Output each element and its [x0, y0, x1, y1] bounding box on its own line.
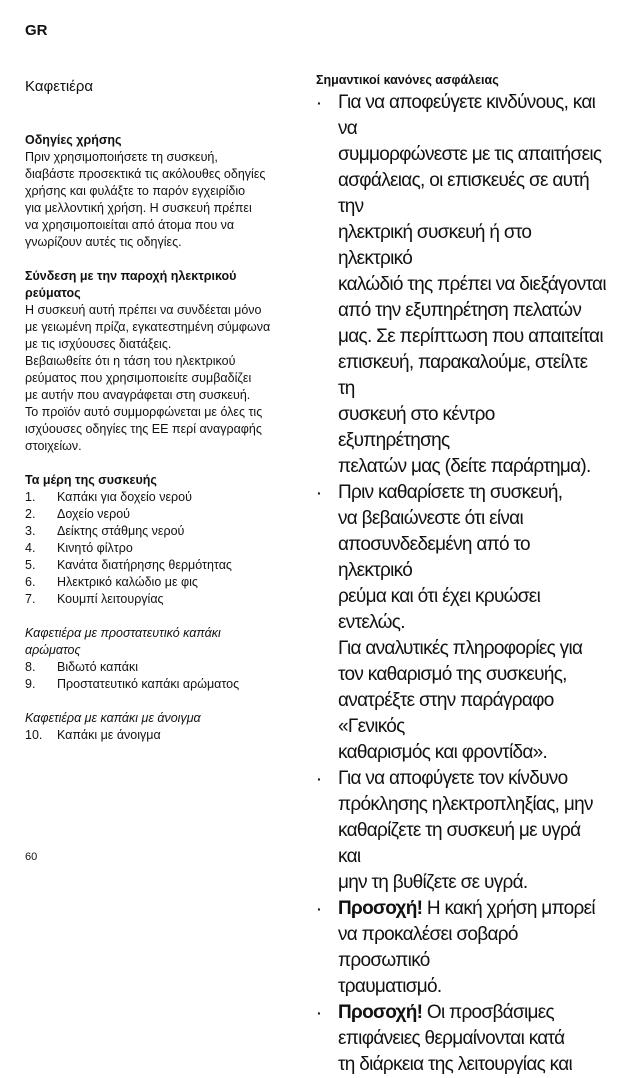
opening-section	[25, 710, 297, 744]
rule-text: να προκαλέσει σοβαρό προσωπικό	[338, 924, 518, 971]
bullet-icon: ·	[317, 771, 321, 787]
item-number: 4.	[25, 541, 36, 555]
text-line: με γειωμένη πρίζα, εγκατεστημένη σύμφωνα	[25, 320, 271, 334]
item-label: Δοχείο νερού	[57, 507, 131, 521]
text-line: στοιχείων.	[25, 439, 82, 453]
rule-text: ρεύμα και ότι έχει κρυώσει εντελώς.	[338, 586, 541, 633]
list-item	[25, 574, 297, 591]
list-item	[25, 659, 297, 676]
item-number: 3.	[25, 524, 36, 538]
rule-line	[338, 818, 606, 870]
parts-section	[25, 472, 297, 608]
power-text	[25, 302, 297, 455]
item-label: Καπάκι με άνοιγμα	[57, 728, 161, 742]
item-label: Προστατευτικό καπάκι αρώματος	[57, 677, 240, 691]
text-line: χρήσης και φυλάξτε το παρόν εγχειρίδιο	[25, 184, 246, 198]
aroma-heading	[25, 625, 297, 659]
item-label: Ηλεκτρικό καλώδιο με φις	[57, 575, 198, 589]
item-label: Κουμπί λειτουργίας	[57, 592, 164, 606]
rule-text: καλώδιό της πρέπει να διεξάγονται	[338, 274, 606, 295]
rule-line	[338, 636, 606, 662]
item-number: 9.	[25, 677, 36, 691]
page-number: 60	[25, 851, 38, 863]
rule-text: Για να αποφύγετε τον κίνδυνο	[338, 768, 568, 789]
aroma-parts-list	[25, 659, 297, 693]
rule-text: συμμορφώνεστε με τις απαιτήσεις	[338, 144, 602, 165]
safety-rule	[316, 90, 606, 480]
safety-heading: Σημαντικοί κανόνες ασφάλειας	[316, 73, 499, 87]
rule-line	[338, 220, 606, 272]
instructions-heading: Οδηγίες χρήσης	[25, 133, 122, 147]
safety-rule	[316, 896, 606, 1000]
item-label: Δείκτης στάθμης νερού	[57, 524, 185, 538]
parts-heading: Τα μέρη της συσκευής	[25, 473, 157, 487]
language-code: GR	[25, 22, 48, 39]
rule-text: μας. Σε περίπτωση που απαιτείται	[338, 326, 603, 347]
power-heading	[25, 268, 297, 302]
item-number: 2.	[25, 507, 36, 521]
rule-line	[338, 740, 606, 766]
text-line: για μελλοντική χρήση. Η συσκευή πρέπει	[25, 201, 252, 215]
rule-text: καθαρισμός και φροντίδα».	[338, 742, 548, 763]
rule-line	[338, 1052, 606, 1078]
rule-text: τη διάρκεια της λειτουργίας και	[338, 1054, 573, 1075]
text-line: Βεβαιωθείτε ότι η τάση του ηλεκτρικού	[25, 354, 236, 368]
left-column	[25, 78, 297, 761]
rule-line	[338, 922, 606, 974]
item-label: Καπάκι για δοχείο νερού	[57, 490, 192, 504]
item-label: Κινητό φίλτρο	[57, 541, 133, 555]
rule-line	[338, 1026, 606, 1052]
bullet-icon: ·	[317, 1005, 321, 1021]
text-line: να χρησιμοποιείται από άτομα που να	[25, 218, 235, 232]
rule-line	[338, 870, 606, 896]
rule-text: τον καθαρισμό της συσκευής,	[338, 664, 567, 685]
heading-line: αρώματος	[25, 643, 81, 657]
rule-line	[338, 766, 606, 792]
list-item	[25, 489, 297, 506]
heading-line: Σύνδεση με την παροχή ηλεκτρικού	[25, 269, 237, 283]
text-line: με αυτήν που αναγράφεται στη συσκευή.	[25, 388, 251, 402]
item-number: 5.	[25, 558, 36, 572]
rule-text: πελατών μας (δείτε παράρτημα).	[338, 456, 591, 477]
rule-text: Για να αποφεύγετε κινδύνους, και να	[338, 92, 596, 139]
instructions-text	[25, 149, 297, 251]
heading-line: Καφετιέρα με προστατευτικό καπάκι	[25, 626, 221, 640]
rule-line	[338, 584, 606, 636]
safety-rule	[316, 1000, 606, 1078]
rule-text: πρόκλησης ηλεκτροπληξίας, μην	[338, 794, 593, 815]
list-item	[25, 557, 297, 574]
rule-line	[338, 350, 606, 402]
aroma-section	[25, 625, 297, 693]
rule-text: επιφάνειες θερμαίνονται κατά	[338, 1028, 565, 1049]
rule-line	[338, 324, 606, 350]
rule-text: επισκευή, παρακαλούμε, στείλτε τη	[338, 352, 588, 399]
text-line: Το προϊόν αυτό συμμορφώνεται με όλες τις	[25, 405, 263, 419]
rule-line	[338, 1000, 606, 1026]
text-line: ισχύουσες οδηγίες της ΕΕ περί αναγραφής	[25, 422, 262, 436]
rule-text: ηλεκτρική συσκευή ή στο ηλεκτρικό	[338, 222, 532, 269]
item-number: 10.	[25, 728, 43, 742]
rule-line	[338, 480, 606, 506]
item-number: 8.	[25, 660, 36, 674]
bullet-icon: ·	[317, 95, 321, 111]
rule-text: ανατρέξτε στην παράγραφο «Γενικός	[338, 690, 554, 737]
rule-text: Η κακή χρήση μπορεί	[422, 898, 595, 919]
rule-line	[338, 532, 606, 584]
rule-line	[338, 168, 606, 220]
text-line: γνωρίζουν αυτές τις οδηγίες.	[25, 235, 182, 249]
text-line: Η συσκευή αυτή πρέπει να συνδέεται μόνο	[25, 303, 262, 317]
rule-line	[338, 272, 606, 298]
rule-line	[338, 688, 606, 740]
item-number: 1.	[25, 490, 36, 504]
rule-line	[338, 506, 606, 532]
rule-line	[338, 142, 606, 168]
safety-rule	[316, 480, 606, 766]
rule-line	[338, 402, 606, 454]
warning-label: Προσοχή!	[338, 1002, 423, 1023]
list-item	[25, 727, 297, 744]
item-number: 7.	[25, 592, 36, 606]
list-item	[25, 506, 297, 523]
opening-parts-list	[25, 727, 297, 744]
item-label: Κανάτα διατήρησης θερμότητας	[57, 558, 232, 572]
rule-text: συσκευή στο κέντρο εξυπηρέτησης	[338, 404, 495, 451]
item-number: 6.	[25, 575, 36, 589]
rule-text: αποσυνδεδεμένη από το ηλεκτρικό	[338, 534, 530, 581]
text-line: ρεύματος που χρησιμοποιείτε συμβαδίζει	[25, 371, 252, 385]
safety-rules-list	[316, 90, 606, 1078]
list-item	[25, 540, 297, 557]
power-section	[25, 268, 297, 455]
list-item	[25, 591, 297, 608]
rule-line	[338, 298, 606, 324]
text-line: με τις ισχύουσες διατάξεις.	[25, 337, 172, 351]
rule-text: τραυματισμό.	[338, 976, 442, 997]
rule-line	[338, 792, 606, 818]
safety-rule	[316, 766, 606, 896]
rule-text: να βεβαιώνεστε ότι είναι	[338, 508, 523, 529]
list-item	[25, 676, 297, 693]
rule-line	[338, 90, 606, 142]
item-label: Βιδωτό καπάκι	[57, 660, 139, 674]
document-title: Καφετιέρα	[25, 78, 94, 95]
warning-label: Προσοχή!	[338, 898, 423, 919]
opening-heading: Καφετιέρα με καπάκι με άνοιγμα	[25, 711, 201, 725]
rule-line	[338, 896, 606, 922]
text-line: Πριν χρησιμοποιήσετε τη συσκευή,	[25, 150, 218, 164]
heading-line: ρεύματος	[25, 286, 81, 300]
rule-line	[338, 662, 606, 688]
bullet-icon: ·	[317, 485, 321, 501]
instructions-section	[25, 132, 297, 251]
rule-text: Πριν καθαρίσετε τη συσκευή,	[338, 482, 563, 503]
right-column	[316, 73, 606, 1078]
rule-text: Για αναλυτικές πληροφορίες για	[338, 638, 583, 659]
rule-line	[338, 454, 606, 480]
parts-list	[25, 489, 297, 608]
rule-text: από την εξυπηρέτηση πελατών	[338, 300, 582, 321]
rule-text: μην τη βυθίζετε σε υγρά.	[338, 872, 528, 893]
list-item	[25, 523, 297, 540]
rule-text: Οι προσβάσιμες	[422, 1002, 554, 1023]
rule-line	[338, 974, 606, 1000]
rule-text: καθαρίζετε τη συσκευή με υγρά και	[338, 820, 581, 867]
text-line: διαβάστε προσεκτικά τις ακόλουθες οδηγίες	[25, 167, 266, 181]
bullet-icon: ·	[317, 901, 321, 917]
rule-text: ασφάλειας, οι επισκευές σε αυτή την	[338, 170, 589, 217]
